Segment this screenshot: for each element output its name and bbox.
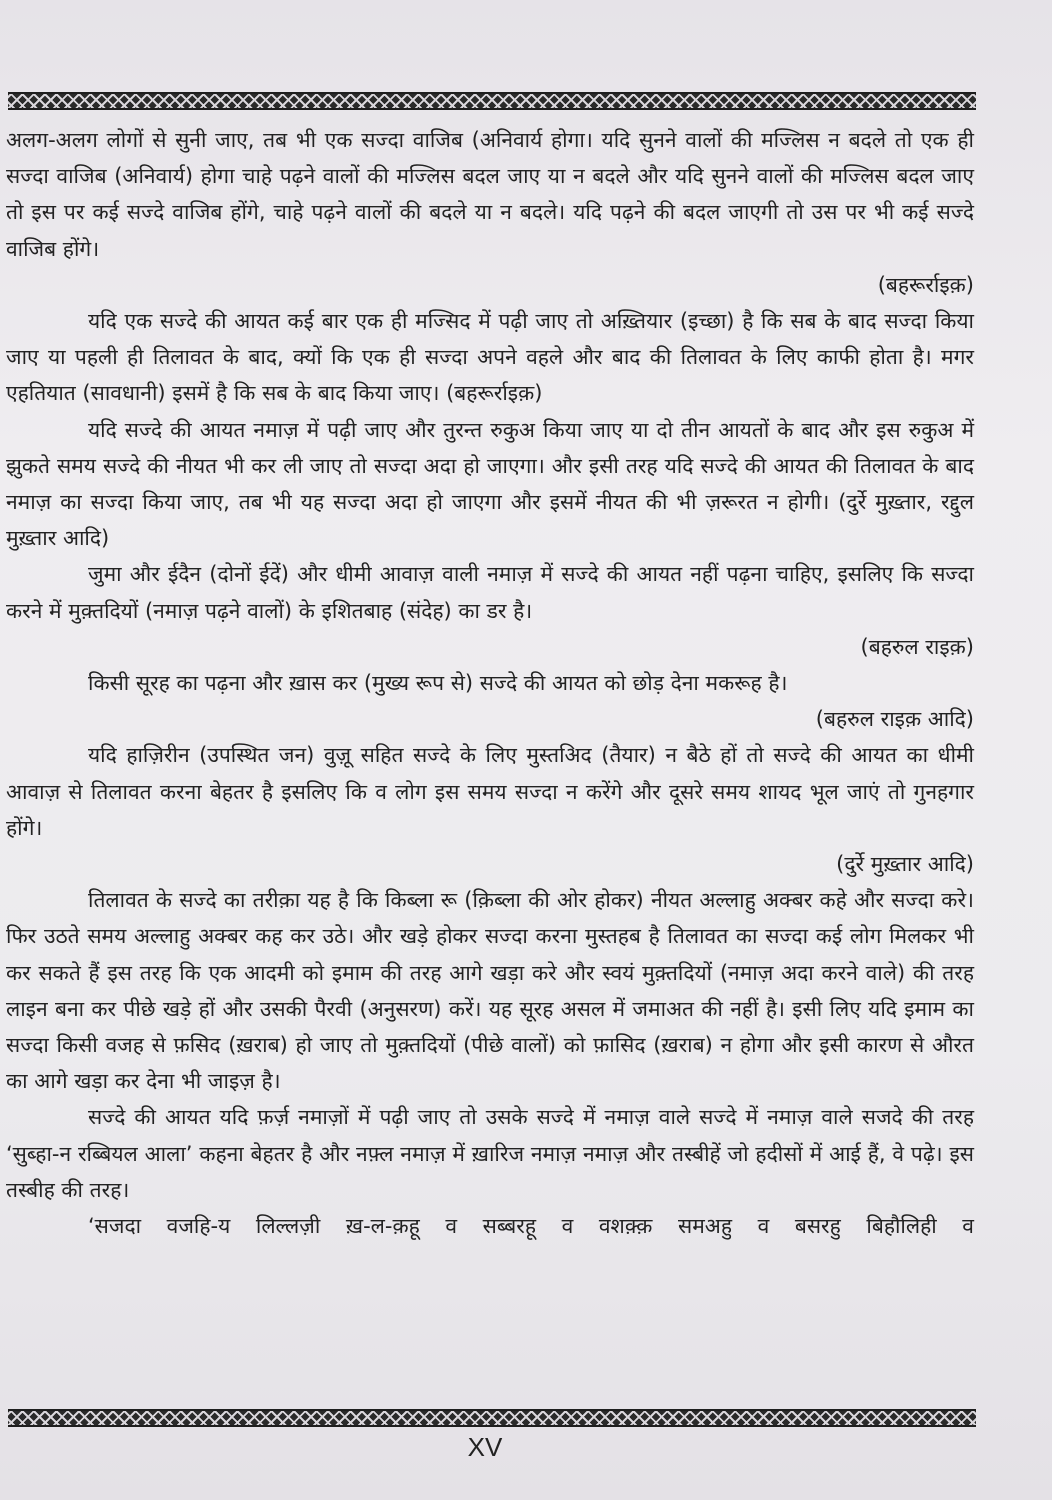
paragraph: तिलावत के सज्दे का तरीक़ा यह है कि किब्ला रू (क़िब्ला की ओर होकर) नीयत अल्लाहु अक्बर कहे और सज्दा करे। फिर उठते समय अल्लाहु अक्बर कह कर उठे। और खड़े होकर सज्दा करना मुस्तहब है तिलावत का सज्दा कई लोग मिलकर भी कर सकते हैं इस तरह कि एक आदमी को इमाम की तरह आगे खड़ा करे और स्वयं मुक़्तदियों (नमाज़ अदा करने वाले) की तरह लाइन बना कर पीछे खड़े हों और उसकी पैरवी (अनुसरण) करें। यह सूरह असल में जमाअत की नहीं है। इसी लिए यदि इमाम का सज्दा किसी वजह से फ़सिद (ख़राब) हो जाए तो मुक़्तदियों (पीछे वालों) को फ़ासिद (ख़राब) न होगा और इसी कारण से औरत का आगे खड़ा कर देना भी जाइज़ है। [6,888,974,1094]
source-citation: (दुर्रे मुख़्तार आदि) [836,852,974,877]
paragraph: यदि एक सज्दे की आयत कई बार एक ही मज्सिद में पढ़ी जाए तो अख़्तियार (इच्छा) है कि सब के बाद सज्दा किया जाए या पहली ही तिलावत के बाद, क्यों कि एक ही सज्दा अपने वहले और बाद की तिलावत के लिए काफी होता है। मगर एहतियात (सावधानी) इसमें है कि सब के बाद किया जाए। (बहरूर्राइक़) [6,309,974,406]
paragraph: किसी सूरह का पढ़ना और ख़ास कर (मुख्य रूप से) सज्दे की आयत को छोड़ देना मकरूह है। [88,671,788,696]
paragraph: सज्दे की आयत यदि फ़र्ज़ नमाज़ों में पढ़ी जाए तो उसके सज्दे में नमाज़ वाले सज्दे में नमाज़ वाले सजदे की तरह ‘सुब्हा-न रब्बियल आला’ कहना बेहतर है और नफ़्ल नमाज़ में ख़ारिज नमाज़ नमाज़ और तस्बीहें जो हदीसों में आई हैं, वे पढ़े। इस तस्बीह की तरह। [6,1105,974,1202]
source-citation: (बहरुल राइक़ आदि) [815,707,974,732]
paragraph-continues-next-page: ‘सजदा वजहि-य लिल्लज़ी ख़-ल-क़हू व सब्बरहू व वशक़्क़ समअहु व बसरहु बिहौलिही व [88,1214,974,1239]
paragraph: जुमा और ईदैन (दोनों ईदें) और धीमी आवाज़ वाली नमाज़ में सज्दे की आयत नहीं पढ़ना चाहिए, इसलिए कि सज्दा करने में मुक़्तदियों (नमाज़ पढ़ने वालों) के इशितबाह (संदेह) का डर है। [6,562,974,623]
paragraph-continued: अलग-अलग लोगों से सुनी जाए, तब भी एक सज्दा वाजिब (अनिवार्य होगा। यदि सुनने वालों की मज्लिस न बदले तो एक ही सज्दा वाजिब (अनिवार्य) होगा चाहे पढ़ने वालों की मज्लिस बदल जाए या न बदले और यदि सुनने वालों की मज्लिस बदल जाए तो इस पर कई सज्दे वाजिब होंगे, चाहे पढ़ने वालों की बदले या न बदले। यदि पढ़ने की बदल जाएगी तो उस पर भी कई सज्दे वाजिब होंगे। [6,128,974,261]
page-body-text [6,122,974,1244]
bottom-ornamental-border [8,1411,976,1425]
top-ornamental-border [8,94,976,108]
source-citation: (बहरुल राइक़) [860,634,974,659]
paragraph: यदि हाज़िरीन (उपस्थित जन) वुज़ू सहित सज्दे के लिए मुस्तअिद (तैयार) न बैठे हों तो सज्दे की आयत का धीमी आवाज़ से तिलावत करना बेहतर है इसलिए कि व लोग इस समय सज्दा न करेंगे और दूसरे समय शायद भूल जाएं तो गुनहगार होंगे। [6,743,974,840]
paragraph: यदि सज्दे की आयत नमाज़ में पढ़ी जाए और तुरन्त रुकुअ किया जाए या दो तीन आयतों के बाद और इस रुकुअ में झुकते समय सज्दे की नीयत भी कर ली जाए तो सज्दा अदा हो जाएगा। और इसी तरह यदि सज्दे की आयत की तिलावत के बाद नमाज़ का सज्दा किया जाए, तब भी यह सज्दा अदा हो जाएगा और इसमें नीयत की भी ज़रूरत न होगी। (दुर्रे मुख़्तार, रद्दुल मुख़्तार आदि) [6,417,974,551]
source-citation: (बहरूर्राइक़) [877,272,974,297]
page-number: XV [467,1432,503,1462]
